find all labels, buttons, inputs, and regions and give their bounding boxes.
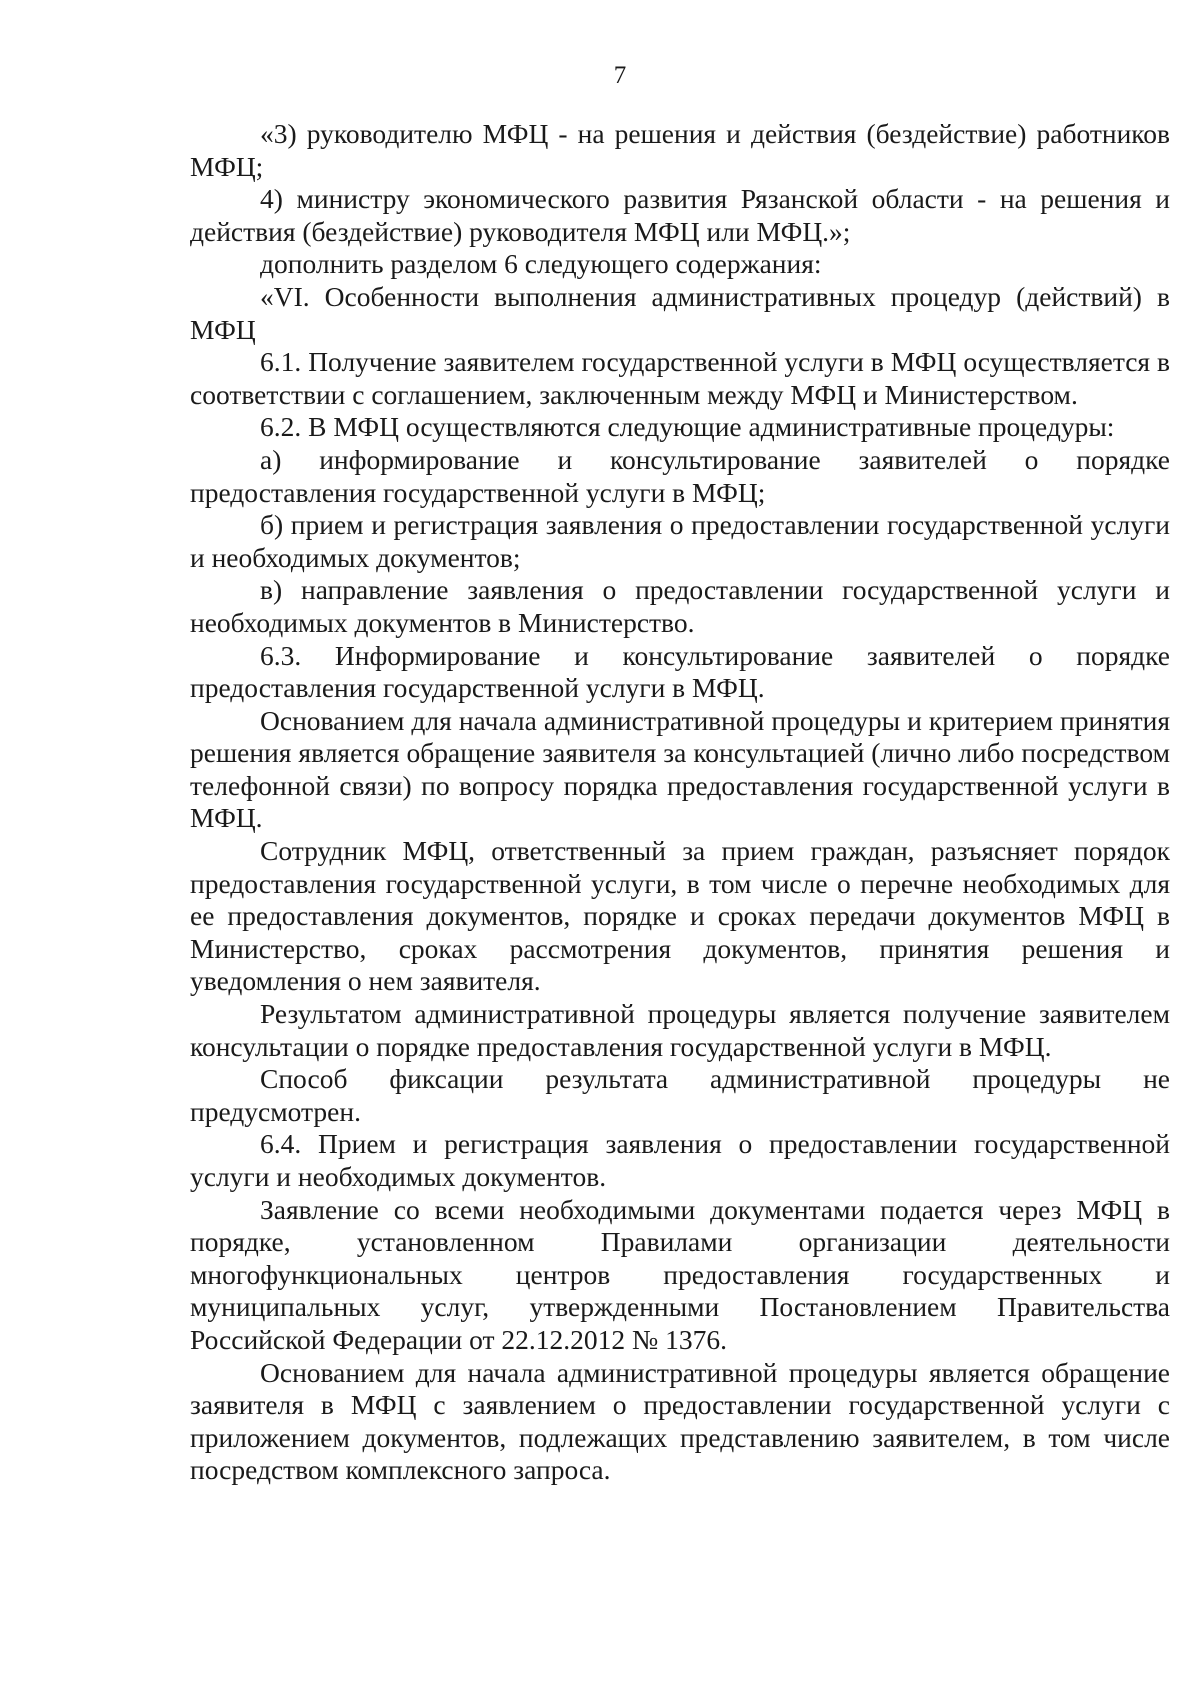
paragraph-6-3: 6.3. Информирование и консультирование заявителей о порядке предоставления государственной услуги в МФЦ. xyxy=(190,639,1170,704)
list-item-v: в) направление заявления о предоставлении государственной услуги и необходимых документов в Министерство. xyxy=(190,574,1170,638)
paragraph-basis-6-3: Основанием для начала административной процедуры и критерием принятия решения является обращение заявителя за консультацией (лично либо посредством телефонной связи) по вопросу порядка предоставления государственной услуги в МФЦ. xyxy=(190,704,1170,834)
paragraph-6-4: 6.4. Прием и регистрация заявления о предоставлении государственной услуги и необходимых документов. xyxy=(190,1128,1170,1192)
list-item-a: а) информирование и консультирование заявителей о порядке предоставления государственной услуги в МФЦ; xyxy=(190,443,1170,508)
paragraph-6-1: 6.1. Получение заявителем государственной услуги в МФЦ осуществляется в соответствии с соглашением, заключенным между МФЦ и Министерством. xyxy=(190,346,1170,410)
list-item-b: б) прием и регистрация заявления о предоставлении государственной услуги и необходимых документов; xyxy=(190,509,1170,573)
document-body xyxy=(190,118,1170,1487)
page-number: 7 xyxy=(613,62,627,89)
paragraph-application: Заявление со всеми необходимыми документами подается через МФЦ в порядке, установленном Правилами организации деятельности многофункциональных центров предоставления государственных и муниципальных услуг, утвержденными Постановлением Правительства Российской Федерации от 22.12.2012 № 1376. xyxy=(190,1193,1170,1355)
paragraph-6-2: 6.2. В МФЦ осуществляются следующие административные процедуры: xyxy=(260,411,1115,443)
paragraph-3: дополнить разделом 6 следующего содержания: xyxy=(260,248,822,280)
paragraph-1: «3) руководителю МФЦ - на решения и действия (бездействие) работников МФЦ; xyxy=(190,118,1170,182)
paragraph-2: 4) министру экономического развития Рязанской области - на решения и действия (бездействие) руководителя МФЦ или МФЦ.»; xyxy=(190,183,1170,247)
section-6-heading: «VI. Особенности выполнения административных процедур (действий) в МФЦ xyxy=(190,280,1170,345)
paragraph-employee: Сотрудник МФЦ, ответственный за прием граждан, разъясняет порядок предоставления государственной услуги, в том числе о перечне необходимых для ее предоставления документов, порядке и сроках передачи документов МФЦ в Министерство, сроках рассмотрения документов, принятия решения и уведомления о нем заявителя. xyxy=(190,835,1170,997)
paragraph-basis-6-4: Основанием для начала административной процедуры является обращение заявителя в МФЦ с заявлением о предоставлении государственной услуги с приложением документов, подлежащих представлению заявителем, в том числе посредством комплексного запроса. xyxy=(190,1356,1170,1486)
paragraph-fixation: Способ фиксации результата административной процедуры не предусмотрен. xyxy=(190,1063,1170,1127)
paragraph-result: Результатом административной процедуры является получение заявителем консультации о порядке предоставления государственной услуги в МФЦ. xyxy=(190,998,1170,1062)
